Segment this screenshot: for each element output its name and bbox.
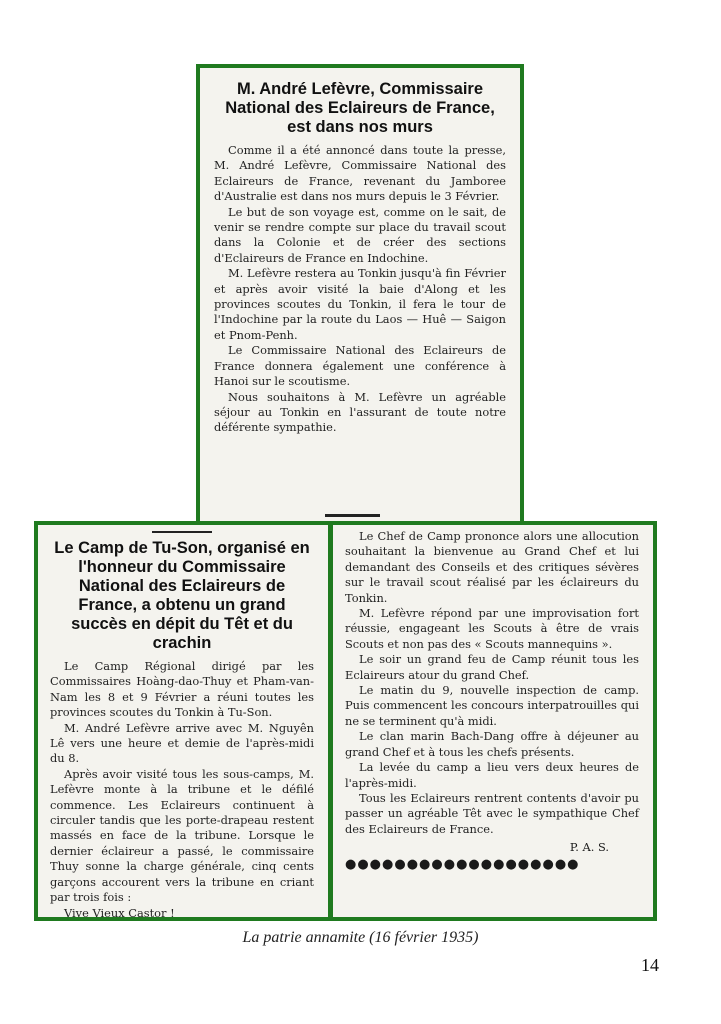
- article-paragraph: Le Chef de Camp prononce alors une allocution souhaitant la bienvenue au Grand Chef et lui demandant des Conseils et des critiques sévères sur le travail scout réalisé par les éclaireurs du Tonkin.: [345, 529, 639, 605]
- article-paragraph: Le clan marin Bach-Dang offre à déjeuner au grand Chef et à tous les chefs présents.: [345, 729, 639, 759]
- article-paragraph: Tous les Eclaireurs rentrent contents d'avoir pu passer un agréable Têt avec le sympathique Chef des Eclaireurs de France.: [345, 790, 639, 836]
- article-clipping-left: [34, 521, 332, 921]
- page-number: 14: [641, 955, 659, 975]
- article-paragraph: Le Camp Régional dirigé par les Commissaires Hoàng-dao-Thuy et Pham-van-Nam les 8 et 9 Février a réuni toutes les provinces scoutes du Tonkin à Tu-Son.: [50, 659, 314, 720]
- column-separator-rule: [325, 514, 380, 517]
- article-paragraph: Le soir un grand feu de Camp réunit tous les Eclaireurs atour du grand Chef.: [345, 652, 639, 682]
- article-paragraph: Le Commissaire National des Eclaireurs de France donnera également une conférence à Hanoi sur le scoutisme.: [214, 343, 506, 389]
- article-paragraph: Après avoir visité tous les sous-camps, M. Lefèvre monte à la tribune et le défilé commence. Les Eclaireurs continuent à circuler tandis que les porte-drapeau restent massés en face de la tribune. Lorsque le dernier éclaireur a passé, le commissaire Thuy sonne la charge générale, cinq cents garçons accourent vers la tribune en criant par trois fois :: [50, 766, 314, 905]
- article-paragraph: Nous souhaitons à M. Lefèvre un agréable séjour au Tonkin en l'assurant de toute notre déférente sympathie.: [214, 389, 506, 435]
- source-caption: La patrie annamite (16 février 1935): [242, 929, 479, 946]
- article-paragraph: M. André Lefèvre arrive avec M. Nguyên Lê vers une heure et demie de l'après-midi du 8.: [50, 720, 314, 766]
- decorative-dot-row: ●●●●●●●●●●●●●●●●●●●: [345, 857, 580, 873]
- article-paragraph: Comme il a été annoncé dans toute la presse, M. André Lefèvre, Commissaire National des Eclaireurs de France, revenant du Jamboree d'Australie est dans nos murs depuis le 3 Février.: [214, 143, 506, 204]
- article-paragraph: M. Lefèvre répond par une improvisation fort réussie, engageant les Scouts à être de vrais Scouts et non pas des « Scouts mannequins ».: [345, 606, 639, 651]
- article-paragraph: Le but de son voyage est, comme on le sait, de venir se rendre compte sur place du travail scout dans la Colonie et de créer des sections d'Eclaireurs de France en Indochine.: [214, 204, 506, 265]
- article-headline: Le Camp de Tu-Son, organisé en l'honneur du Commissaire National des Eclaireurs de France, a obtenu un grand succès en dépit du Têt et du crachin: [54, 539, 310, 652]
- article-clipping-top: [196, 64, 524, 526]
- article-signature: P. A. S.: [569, 840, 609, 855]
- article-clipping-right: [329, 521, 657, 921]
- article-headline: M. André Lefèvre, Commissaire National des Eclaireurs de France, est dans nos murs: [225, 80, 495, 136]
- article-paragraph: M. Lefèvre restera au Tonkin jusqu'à fin Février et après avoir visité la baie d'Along et les provinces scoutes du Tonkin, il fera le tour de l'Indochine par la route du Laos — Huê — Saigon et Pnom-Penh.: [214, 266, 506, 342]
- article-paragraph: La levée du camp a lieu vers deux heures de l'après-midi.: [345, 760, 639, 790]
- article-paragraph: Le matin du 9, nouvelle inspection de camp. Puis commencent les concours interpatrouilles qui ne se terminent qu'à midi.: [345, 683, 639, 728]
- article-paragraph: Vive Vieux Castor !: [64, 905, 175, 920]
- column-separator-rule: [152, 531, 212, 533]
